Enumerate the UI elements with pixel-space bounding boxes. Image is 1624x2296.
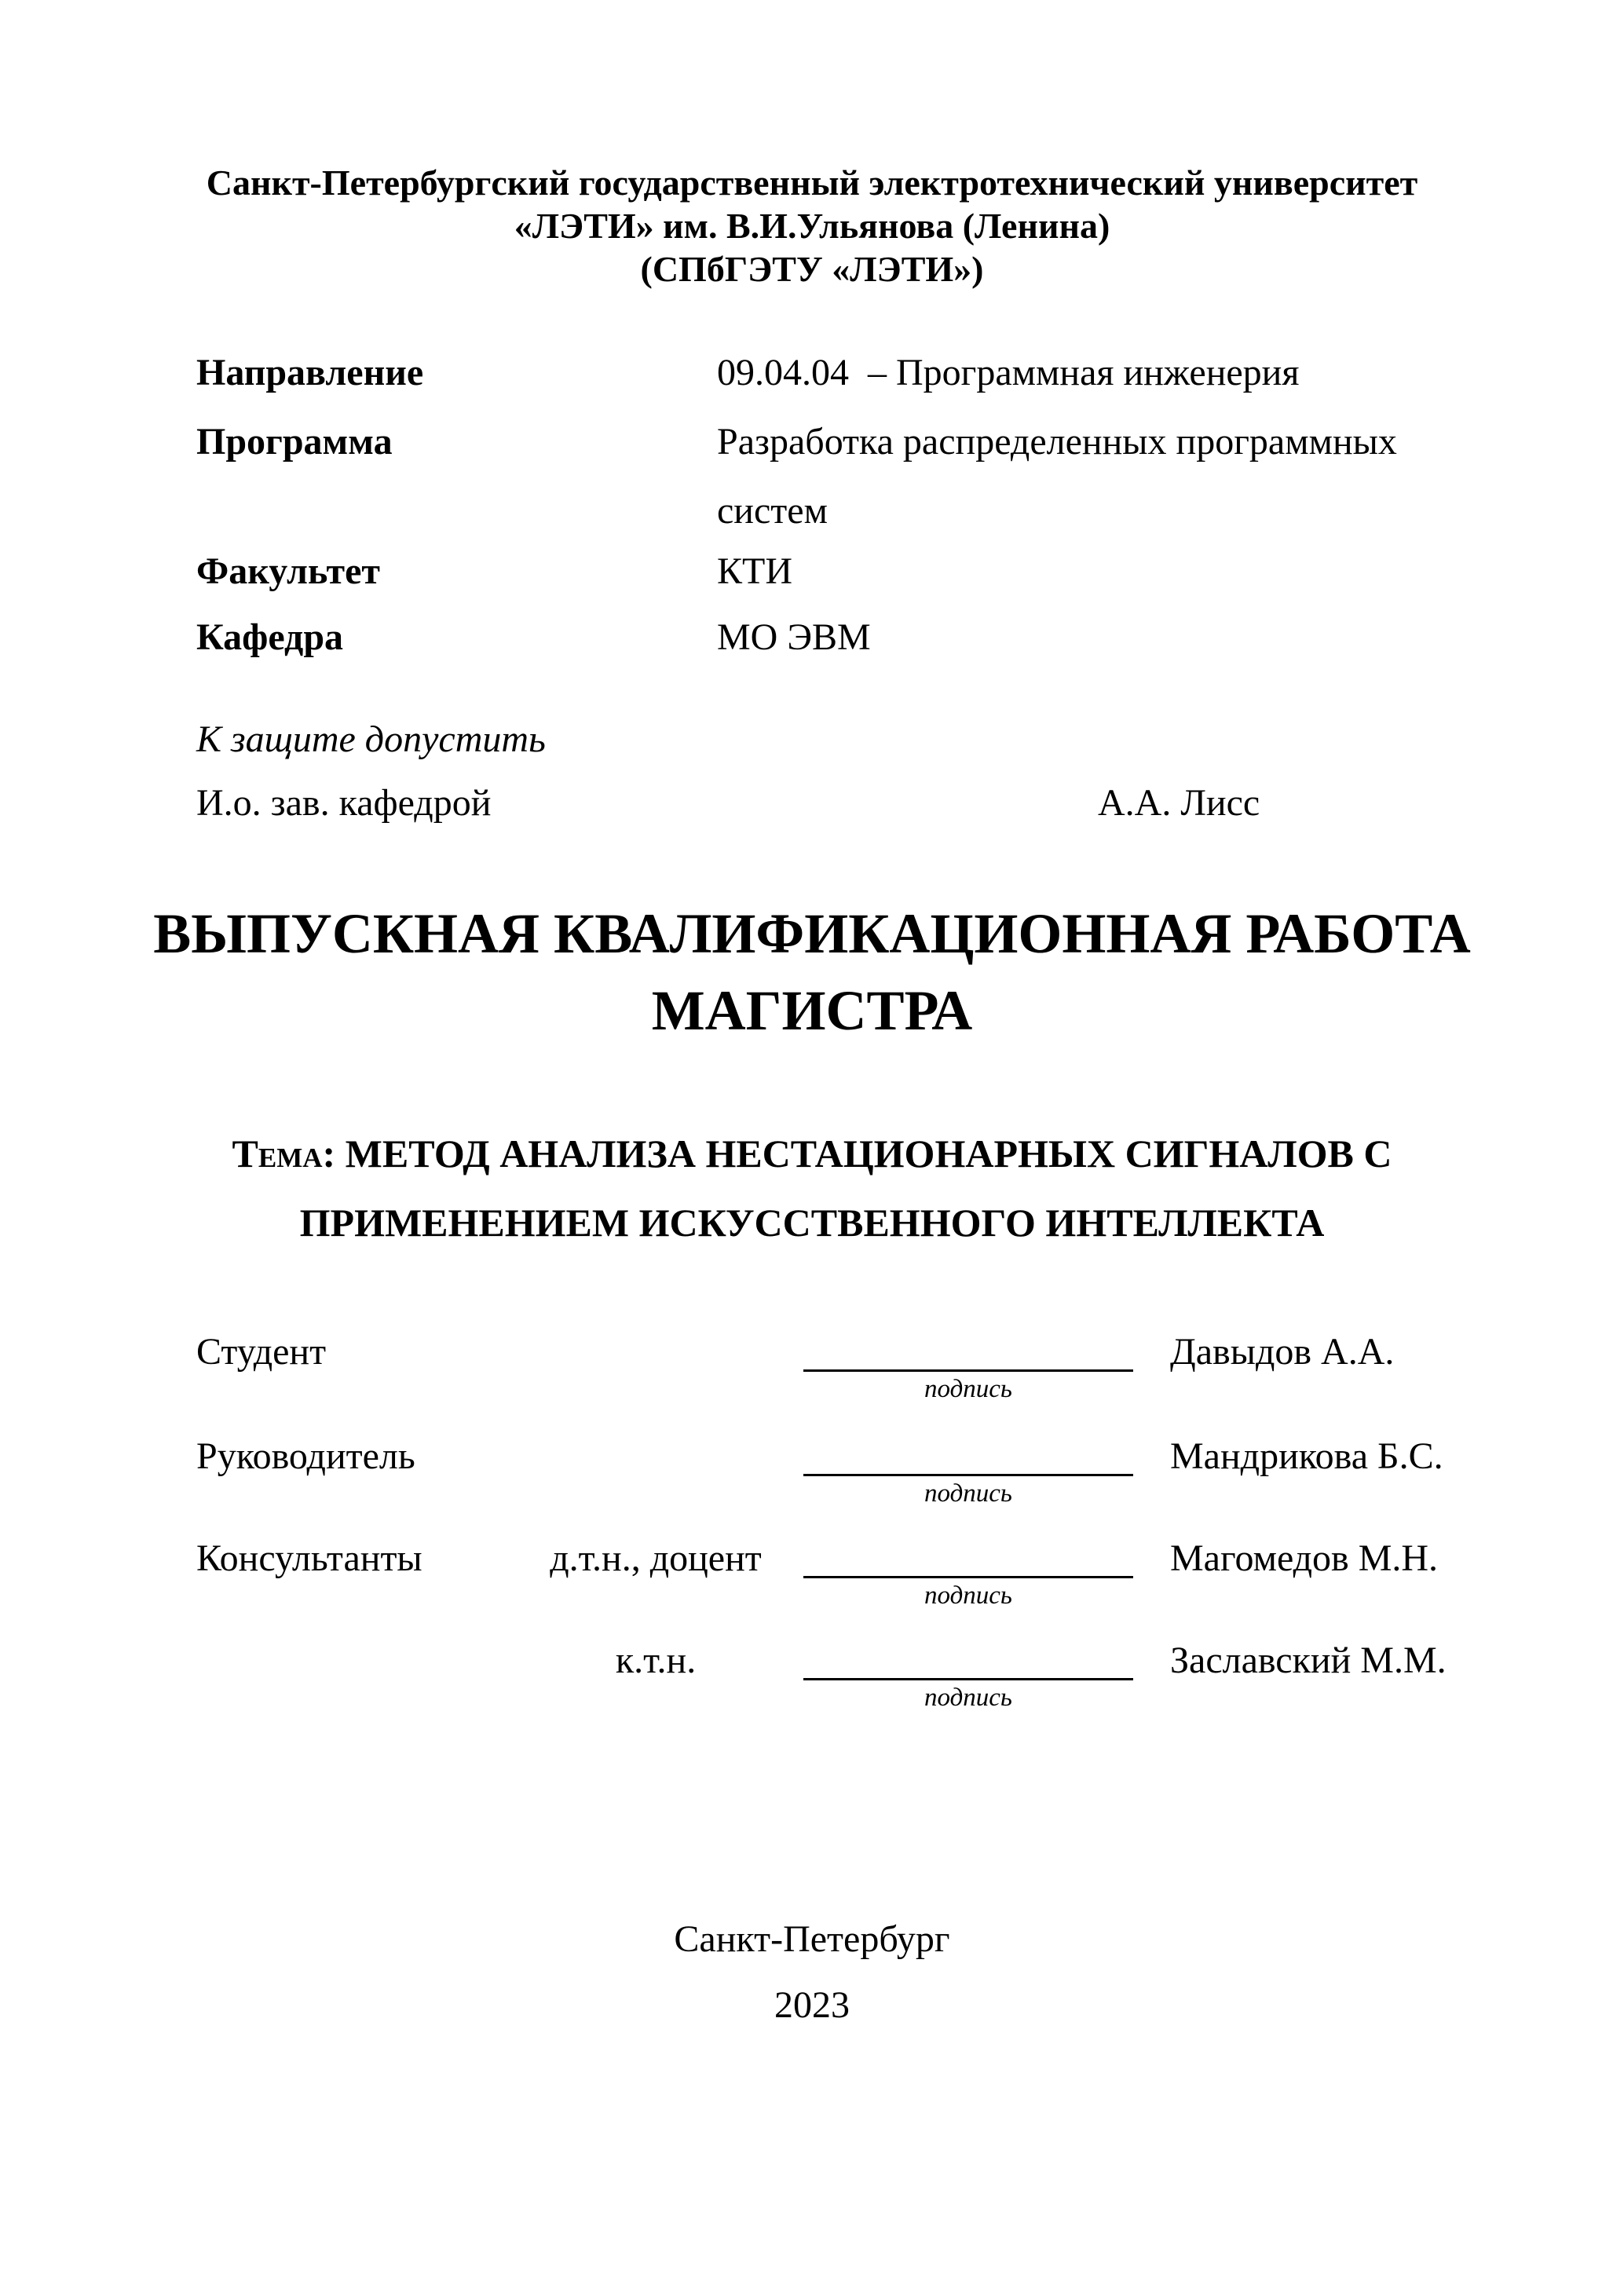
- field-label-program: Программа: [196, 421, 393, 462]
- signature-line: [803, 1433, 1133, 1476]
- signer-role: Студент: [196, 1331, 327, 1373]
- signature-row-student: [0, 1329, 1624, 1432]
- signature-row-consultant-1: [0, 1535, 1624, 1639]
- signer-name: Магомедов М.Н.: [1170, 1537, 1439, 1579]
- field-value-department: МО ЭВМ: [717, 616, 871, 658]
- signature-field: [803, 1637, 1133, 1715]
- work-title-line-2: МАГИСТРА: [651, 979, 973, 1042]
- signature-caption: подпись: [924, 1479, 1012, 1508]
- signature-row-supervisor: [0, 1433, 1624, 1537]
- field-label-direction: Направление: [196, 352, 424, 393]
- footer-year: 2023: [774, 1984, 850, 2026]
- signer-qualification: к.т.н.: [615, 1640, 697, 1681]
- signature-line: [803, 1329, 1133, 1372]
- field-label-faculty: Факультет: [196, 550, 380, 592]
- work-title: [0, 895, 1624, 1049]
- field-value-program: Разработка распределенных программных систем: [717, 421, 1406, 532]
- university-name-line: Санкт-Петербургский государственный электротехнический университет: [206, 163, 1418, 203]
- signature-caption: подпись: [924, 1375, 1012, 1403]
- field-value-faculty: КТИ: [717, 550, 792, 592]
- signer-role: Руководитель: [196, 1435, 415, 1477]
- admission-note: К защите допустить: [196, 718, 546, 760]
- signature-row-consultant-2: [0, 1637, 1624, 1741]
- signer-role: Консультанты: [196, 1537, 422, 1579]
- signature-field: [803, 1433, 1133, 1511]
- university-header: [0, 161, 1624, 291]
- field-label-department: Кафедра: [196, 616, 344, 658]
- signer-name: Давыдов А.А.: [1170, 1331, 1395, 1373]
- footer-city: Санкт-Петербург: [674, 1918, 950, 1960]
- signature-line: [803, 1637, 1133, 1680]
- signature-line: [803, 1535, 1133, 1578]
- signer-name: Мандрикова Б.С.: [1170, 1435, 1443, 1477]
- signer-name: Заславский М.М.: [1170, 1640, 1447, 1681]
- field-value-direction: 09.04.04 – Программная инженерия: [717, 352, 1300, 393]
- work-title-line-1: ВЫПУСКНАЯ КВАЛИФИКАЦИОННАЯ РАБОТА: [153, 902, 1471, 965]
- theme-prefix: Тема:: [232, 1132, 336, 1175]
- signature-field: [803, 1329, 1133, 1406]
- acting-head-name: А.А. Лисс: [1098, 782, 1260, 824]
- signature-caption: подпись: [924, 1684, 1012, 1712]
- university-name-line: «ЛЭТИ» им. В.И.Ульянова (Ленина): [514, 206, 1110, 246]
- thesis-theme: [0, 1119, 1624, 1257]
- signature-caption: подпись: [924, 1581, 1012, 1610]
- signature-field: [803, 1535, 1133, 1613]
- acting-head-label: И.о. зав. кафедрой: [196, 782, 492, 824]
- theme-line-1: [0, 1119, 1624, 1188]
- theme-text-line-1: МЕТОД АНАЛИЗА НЕСТАЦИОНАРНЫХ СИГНАЛОВ С: [335, 1132, 1392, 1175]
- signer-qualification: д.т.н., доцент: [550, 1537, 762, 1579]
- university-abbreviation: (СПбГЭТУ «ЛЭТИ»): [640, 249, 984, 289]
- theme-text-line-2: ПРИМЕНЕНИЕМ ИСКУССТВЕННОГО ИНТЕЛЛЕКТА: [299, 1201, 1325, 1245]
